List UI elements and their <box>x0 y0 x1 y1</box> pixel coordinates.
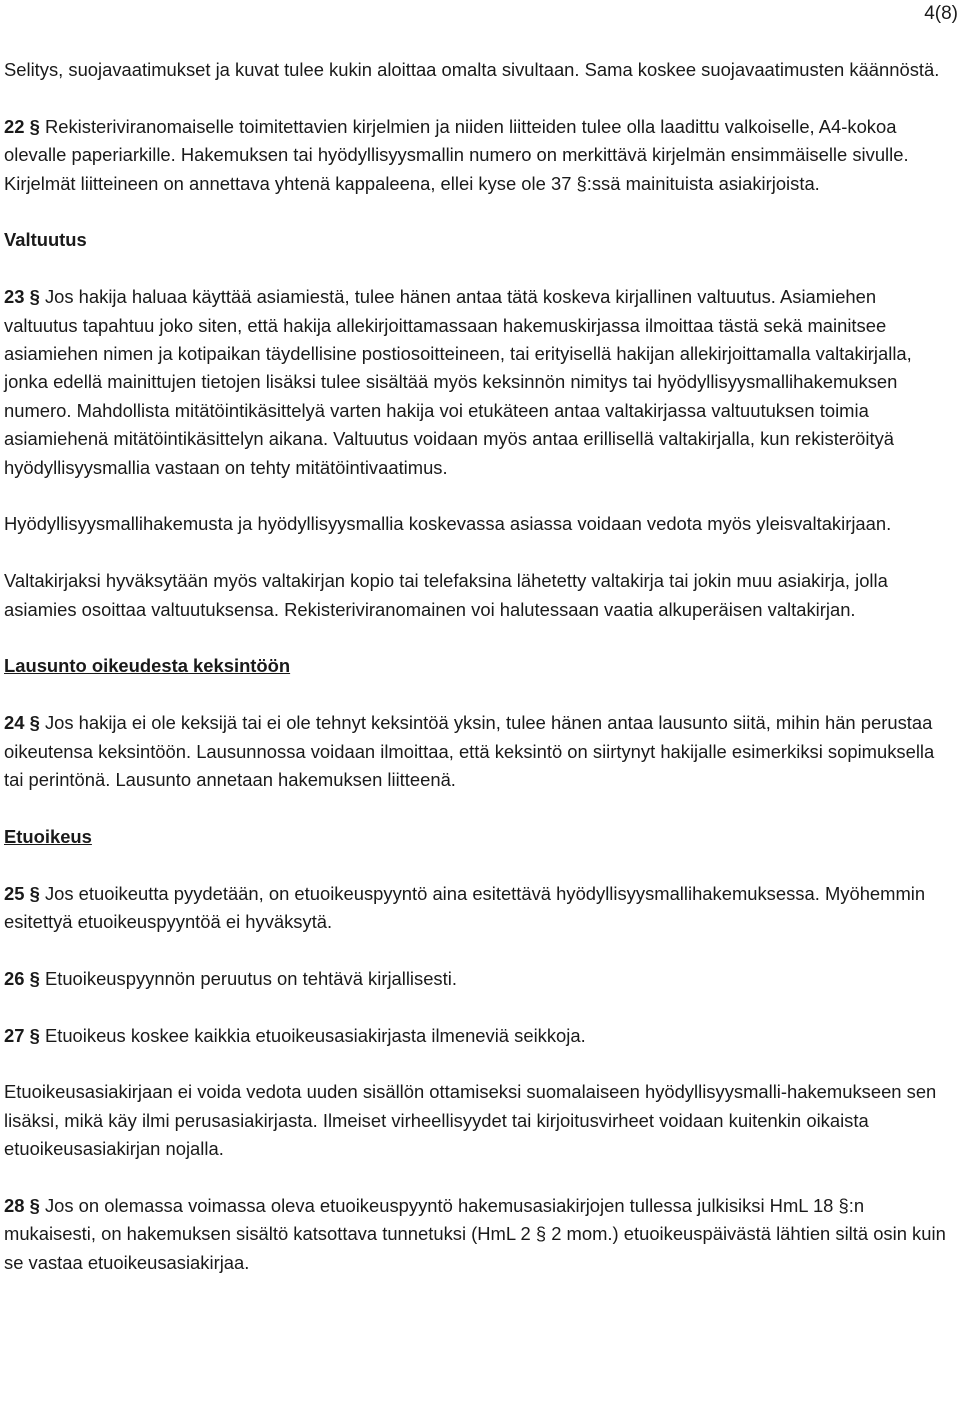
heading-etuoikeus: Etuoikeus <box>4 825 92 847</box>
paragraph-yleisvaltakirja: Hyödyllisyysmallihakemusta ja hyödyllisyysmallia koskevassa asiassa voidaan vedota myös yleisvaltakirjaan. <box>4 513 892 535</box>
section-sign-icon: § <box>29 712 40 734</box>
section-number: 27 <box>4 1024 25 1046</box>
section-text: Jos etuoikeutta pyydetään, on etuoikeuspyyntö aina esitettävä hyödyllisyysmallihakemuksessa. Myöhemmin esitettyä etuoikeuspyyntöä ei hyväksytä. <box>4 882 926 933</box>
section-24 <box>4 709 954 794</box>
section-28 <box>4 1192 954 1277</box>
section-23 <box>4 283 954 482</box>
section-22 <box>4 113 954 198</box>
section-sign-icon: § <box>29 1195 40 1217</box>
paragraph-intro: Selitys, suojavaatimukset ja kuvat tulee kukin aloittaa omalta sivultaan. Sama koskee suojavaatimusten käännöstä. <box>4 59 940 80</box>
section-number: 23 <box>4 286 25 308</box>
section-number: 26 <box>4 967 25 989</box>
heading-lausunto: Lausunto oikeudesta keksintöön <box>4 655 291 677</box>
section-number: 25 <box>4 882 25 904</box>
section-text: Etuoikeus koskee kaikkia etuoikeusasiakirjasta ilmeneviä seikkoja. <box>44 1024 586 1046</box>
section-sign-icon: § <box>29 286 40 308</box>
heading-valtuutus: Valtuutus <box>4 229 87 251</box>
section-text: Jos hakija ei ole keksijä tai ei ole tehnyt keksintöä yksin, tulee hänen antaa lausunto siitä, mihin hän perustaa oikeutensa keksintöön. Lausunnossa voidaan ilmoittaa, että keksintö on siirtynyt hakijalle esimerkiksi sopimuksella tai perintönä. Lausunto annetaan hakemuksen liitteenä. <box>4 712 935 791</box>
section-text: Jos on olemassa voimassa oleva etuoikeuspyyntö hakemusasiakirjojen tullessa julkisiksi HmL 18 §:n mukaisesti, on hakemuksen sisältö katsottava tunnetuksi (HmL 2 § 2 mom.) etuoikeuspäivästä lähtien siltä osin kuin se vastaa etuoikeusasiakirjaa. <box>4 1195 946 1273</box>
paragraph-valtakirja-kopio: Valtakirjaksi hyväksytään myös valtakirjan kopio tai telefaksina lähetetty valtakirja tai jokin muu asiakirja, jolla asiamies osoittaa valtuutuksensa. Rekisteriviranomainen voi halutessaan vaatia alkuperäisen valtakirjan. <box>4 570 888 620</box>
section-number: 28 <box>4 1195 25 1217</box>
section-sign-icon: § <box>29 967 40 989</box>
section-27 <box>4 1022 954 1050</box>
section-sign-icon: § <box>29 115 40 137</box>
section-sign-icon: § <box>29 1024 40 1046</box>
section-26 <box>4 965 954 993</box>
section-text: Rekisteriviranomaiselle toimitettavien kirjelmien ja niiden liitteiden tulee olla laadittu valkoiselle, A4-kokoa olevalle paperiarkille. Hakemuksen tai hyödyllisyysmallin numero on merkittävä kirjelmän ensimmäiselle sivulle. Kirjelmät liitteineen on annettava yhtenä kappaleena, ellei kyse ole 37 §:ssä mainituista asiakirjoista. <box>4 115 909 194</box>
page-number: 4(8) <box>924 3 958 24</box>
section-text: Etuoikeuspyynnön peruutus on tehtävä kirjallisesti. <box>44 967 457 989</box>
section-number: 24 <box>4 712 25 734</box>
section-25 <box>4 880 954 937</box>
section-sign-icon: § <box>29 882 40 904</box>
section-number: 22 <box>4 115 25 137</box>
section-text: Jos hakija haluaa käyttää asiamiestä, tulee hänen antaa tätä koskeva kirjallinen valtuutus. Asiamiehen valtuutus tapahtuu joko siten, että hakija allekirjoittamassaan hakemuskirjassa ilmoittaa tästä sekä mainitsee asiamiehen nimen ja kotipaikan täydellisine postiosoitteineen, tai erityisellä hakijan allekirjoittamalla valtakirjalla, jonka edellä mainittujen tietojen lisäksi tulee sisältää myös keksinnön nimitys tai hyödyllisyysmallihakemuksen numero. Mahdollista mitätöintikäsittelyä varten hakija voi etukäteen antaa valtakirjassa valtuutuksen toimia asiamiehenä mitätöintikäsittelyn aikana. Valtuutus voidaan myös antaa erillisellä valtakirjalla, kun rekisteröityä hyödyllisyysmallia vastaan on tehty mitätöintivaatimus. <box>4 286 912 478</box>
paragraph-etuoikeusasiakirja: Etuoikeusasiakirjaan ei voida vedota uuden sisällön ottamiseksi suomalaiseen hyödyllisyysmalli-hakemukseen sen lisäksi, mikä käy ilmi perusasiakirjasta. Ilmeiset virheellisyydet tai kirjoitusvirheet voidaan kuitenkin oikaista etuoikeusasiakirjan nojalla. <box>4 1081 937 1160</box>
document-body <box>4 56 954 1306</box>
